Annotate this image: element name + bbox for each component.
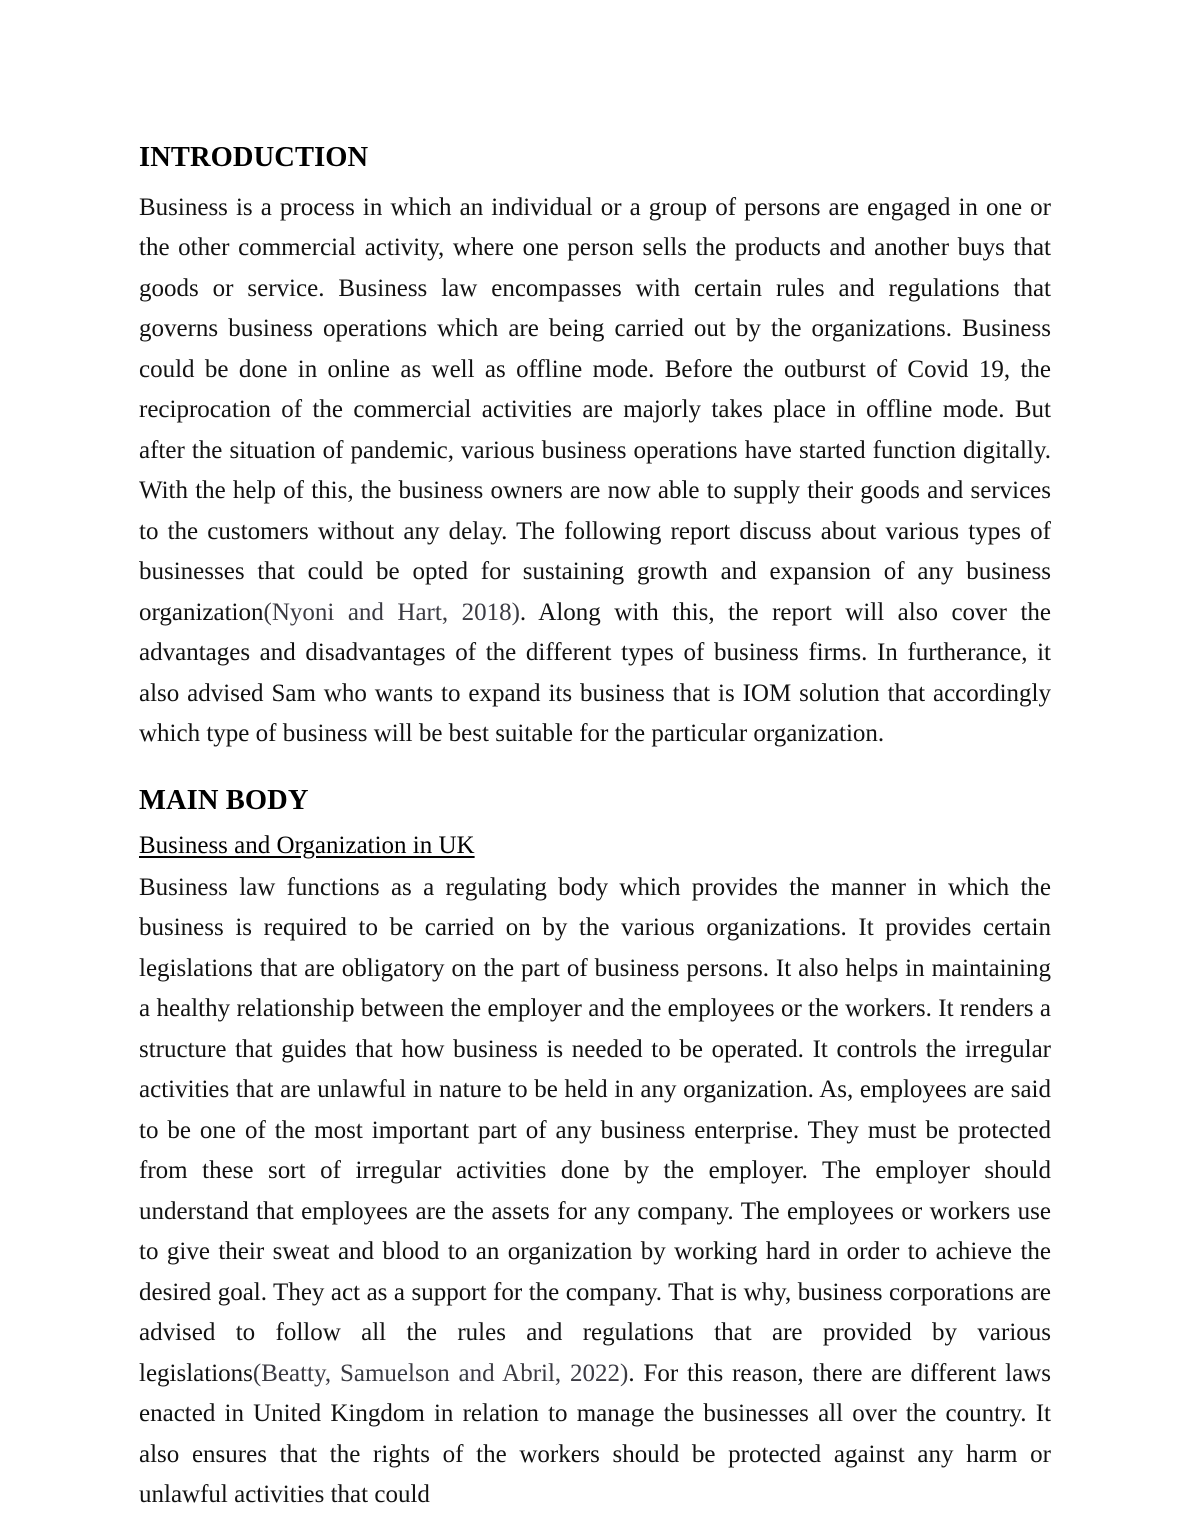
paragraph-text-segment: Business law functions as a regulating body which provides the manner in which the business is required to be carried on by the various organizations. It provides certain legislations that are obligatory on the part of business persons. It also helps in maintaining a healthy relationship between the employer and the employees or the workers. It renders a structure that guides that how business is needed to be operated. It controls the irregular activities that are unlawful in nature to be held in any organization. As, employees are said to be one of the most important part of any business enterprise. They must be protected from these sort of irregular activities done by the employer. The employer should understand that employees are the assets for any company. The employees or workers use to give their sweat and blood to an organization by working hard in order to achieve the desired goal. They act as a support for the company. That is why, business corporations are advised to follow all the rules and regulations that are provided by various legislations — [139, 873, 1051, 1387]
document-content — [139, 140, 1051, 1516]
paragraph-main-body-1 — [139, 868, 1051, 1516]
citation-beatty-samuelson-abril: (Beatty, Samuelson and Abril, 2022) — [252, 1359, 629, 1387]
paragraph-text-segment: . Along with this, the report will also cover the advantages and disadvantages of the different types of business firms. In furtherance, it also advised Sam who wants to expand its business that is IOM solution that accordingly which type of business will be best suitable for the particular organization. — [139, 598, 1051, 748]
paragraph-text-segment: Business is a process in which an individual or a group of persons are engaged in one or the other commercial activity, where one person sells the products and another buys that goods or service. Business law encompasses with certain rules and regulations that governs business operations which are being carried out by the organizations. Business could be done in online as well as offline mode. Before the outburst of Covid 19, the reciprocation of the commercial activities are majorly takes place in offline mode. But after the situation of pandemic, various business operations have started function digitally. With the help of this, the business owners are now able to supply their goods and services to the customers without any delay. The following report discuss about various types of businesses that could be opted for sustaining growth and expansion of any business organization — [139, 193, 1051, 626]
section-heading-main-body: MAIN BODY — [139, 784, 309, 816]
paragraph-introduction-1 — [139, 188, 1051, 755]
paragraph-text-segment: . For this reason, there are different laws enacted in United Kingdom in relation to manage the businesses all over the country. It also ensures that the rights of the workers should be protected against any harm or unlawful activities that could — [139, 1359, 1051, 1508]
subheading-business-and-organization-in-uk: Business and Organization in UK — [139, 832, 475, 860]
citation-nyoni-hart: (Nyoni and Hart, 2018) — [263, 598, 520, 626]
section-heading-introduction: INTRODUCTION — [139, 142, 369, 173]
